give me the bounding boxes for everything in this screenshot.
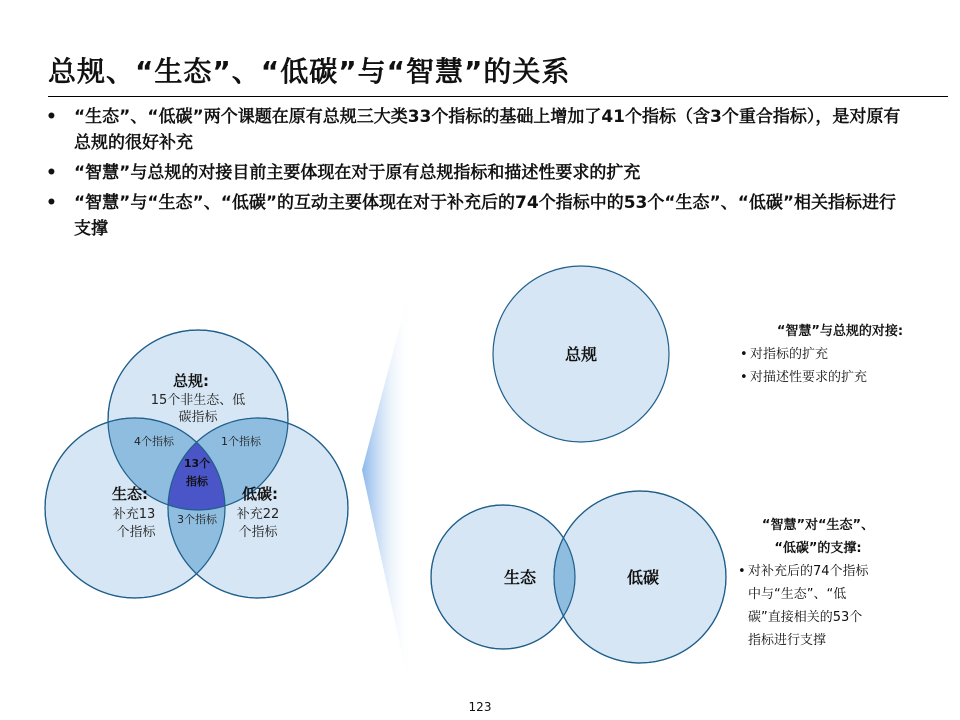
note-zonggui bbox=[740, 320, 940, 389]
overlap-label: 4个指标 bbox=[134, 435, 174, 448]
note-item-cont: 中与“生态”、“低 bbox=[748, 587, 847, 602]
center-label: 13个 bbox=[183, 457, 211, 470]
note-item-cont: 指标进行支撑 bbox=[748, 633, 827, 648]
shengtai-large-label: 生态 bbox=[503, 568, 537, 587]
note-item-text: 对指标的扩充 bbox=[750, 347, 829, 362]
note-heading: “智慧”与总规的对接: bbox=[776, 324, 904, 339]
note-item-text: 对描述性要求的扩充 bbox=[750, 370, 868, 385]
overlap-label: 3个指标 bbox=[177, 513, 217, 526]
zonggui-label: 总规: bbox=[173, 372, 209, 390]
note-heading: “低碳”的支撑: bbox=[774, 541, 862, 556]
bullet-dot: • bbox=[740, 347, 748, 362]
zoom-beam bbox=[362, 280, 412, 700]
note-item bbox=[738, 560, 898, 583]
venn-two bbox=[431, 491, 726, 663]
shengtai-desc: 个指标 bbox=[116, 525, 156, 540]
ditan-desc: 个指标 bbox=[238, 525, 278, 540]
ditan-large-label: 低碳 bbox=[626, 568, 660, 587]
page-number: 123 bbox=[468, 700, 492, 714]
bullet-dot: • bbox=[46, 163, 57, 183]
shengtai-label: 生态: bbox=[112, 485, 148, 503]
bullet-text: “生态”、“低碳”两个课题在原有总规三大类33个指标的基础上增加了41个指标（含3个重合指标），是对原有总规的很好补充 bbox=[74, 107, 901, 153]
zonggui-diagram bbox=[493, 266, 669, 442]
bullet-dot: • bbox=[738, 564, 746, 579]
bullet-text: “智慧”与总规的对接目前主要体现在对于原有总规指标和描述性要求的扩充 bbox=[74, 163, 641, 183]
bullet-text: “智慧”与“生态”、“低碳”的互动主要体现在对于补充后的74个指标中的53个“生态”、“低碳”相关指标进行支撑 bbox=[74, 193, 897, 239]
center-label: 指标 bbox=[186, 475, 208, 488]
note-heading: “智慧”对“生态”、 bbox=[761, 518, 875, 533]
zonggui-desc: 15个非生态、低 bbox=[150, 393, 246, 408]
bullet-dot: • bbox=[46, 193, 57, 213]
note-item-text: 对补充后的74个指标 bbox=[748, 564, 869, 579]
note-item bbox=[740, 366, 940, 389]
venn-three bbox=[45, 330, 348, 598]
bullet-dot: • bbox=[46, 107, 57, 127]
overlap-label: 1个指标 bbox=[221, 435, 261, 448]
zonggui-large-label: 总规 bbox=[564, 345, 598, 364]
note-item bbox=[740, 343, 940, 366]
note-support bbox=[738, 514, 898, 652]
note-item-cont: 碳”直接相关的53个 bbox=[748, 610, 863, 625]
ditan-label: 低碳: bbox=[242, 485, 278, 503]
shengtai-desc: 补充13 bbox=[112, 507, 156, 522]
ditan-desc: 补充22 bbox=[236, 507, 280, 522]
bullet-dot: • bbox=[740, 370, 748, 385]
page-title: 总规、“生态”、“低碳”与“智慧”的关系 bbox=[48, 55, 571, 88]
zonggui-desc: 碳指标 bbox=[178, 410, 218, 425]
